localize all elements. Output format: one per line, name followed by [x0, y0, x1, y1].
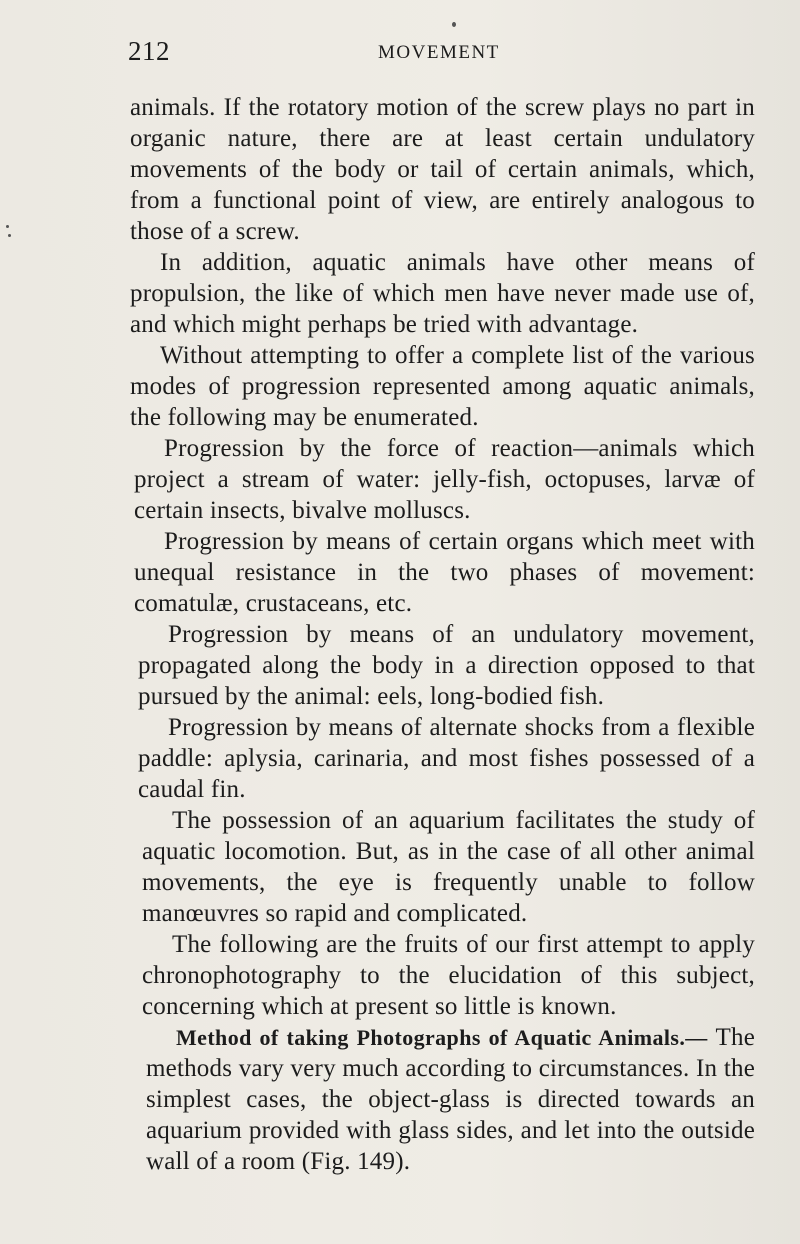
paragraph-8: The possession of an aquarium facilitates the study of aquatic locomotion. But, as in the case of all other animal movements, the eye is frequently unable to follow manœuvres so rapid and complicated.: [142, 807, 755, 927]
page-number: 212: [128, 36, 170, 66]
page-header: [128, 36, 760, 70]
paragraph-5: Progression by means of certain organs which meet with unequal resistance in the two phases of movement: comatulæ, crustaceans, etc.: [134, 528, 755, 617]
paragraph-3: Without attempting to offer a complete list of the various modes of progression represented among aquatic animals, the following may be enumerated.: [130, 342, 755, 431]
paragraph-2: In addition, aquatic animals have other means of propulsion, the like of which men have never made use of, and which might perhaps be tried with advantage.: [130, 249, 755, 338]
margin-speck: [6, 225, 9, 228]
paragraph-9: The following are the fruits of our first attempt to apply chronophotography to the elucidation of this subject, concerning which at present so little is known.: [142, 931, 755, 1020]
ink-speck: [452, 22, 456, 27]
paragraph-1: animals. If the rotatory motion of the screw plays no part in organic nature, there are at least certain undulatory movements of the body or tail of certain animals, which, from a functional point of view, are entirely analogous to those of a screw.: [130, 94, 755, 245]
paragraph-10-text: The methods vary very much according to circumstances. In the simplest cases, the object-glass is directed towards an aquarium provided with glass sides, and let into the outside wall of a room (Fig. 149).: [146, 1024, 756, 1175]
paragraph-4: Progression by the force of reaction—animals which project a stream of water: jelly-fish, octopuses, larvæ of certain insects, bivalve molluscs.: [134, 435, 755, 524]
section-heading: Method of taking Photographs of Aquatic Animals.—: [176, 1025, 708, 1050]
paragraph-7: Progression by means of alternate shocks from a flexible paddle: aplysia, carinaria, and most fishes possessed of a caudal fin.: [138, 714, 755, 803]
paragraph-6: Progression by means of an undulatory movement, propagated along the body in a direction opposed to that pursued by the animal: eels, long-bodied fish.: [138, 621, 755, 710]
margin-speck: [8, 234, 11, 237]
paragraph-10: [146, 1022, 755, 1177]
body-text: [130, 92, 755, 1177]
running-head: MOVEMENT: [378, 42, 500, 63]
